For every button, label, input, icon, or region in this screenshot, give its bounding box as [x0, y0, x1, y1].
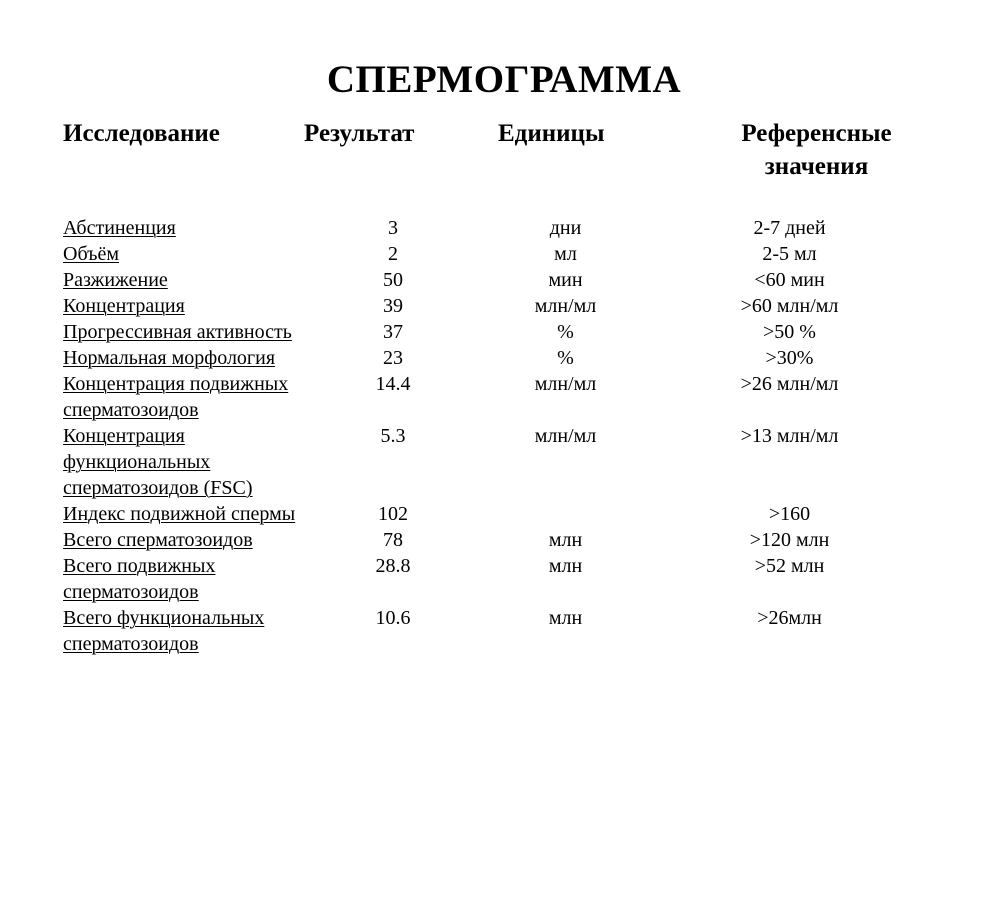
study-label-line1: Индекс подвижной спермы: [63, 503, 296, 525]
cell-study-name: [0, 345, 300, 371]
cell-units: млн: [548, 555, 583, 577]
cell-result-value: 28.8: [375, 555, 411, 577]
study-label: [63, 529, 253, 551]
study-label-line1: Нормальная морфология: [63, 347, 276, 369]
cell-reference-range: >26млн: [757, 607, 822, 629]
cell-study-name: [0, 241, 300, 267]
cell-result-value: 5.3: [380, 425, 406, 447]
cell-reference-range: >160: [768, 503, 811, 525]
study-label: [63, 321, 292, 343]
cell-reference-range: >50 %: [763, 321, 816, 343]
table-row: [0, 183, 1000, 241]
cell-reference-range: >13 млн/мл: [740, 425, 839, 447]
cell-units: %: [557, 347, 574, 369]
cell-study-name: [0, 319, 300, 345]
table-row: [0, 267, 1000, 293]
cell-reference-range: >60 млн/мл: [740, 295, 839, 317]
study-label: [63, 243, 119, 265]
table-row: [0, 605, 1000, 657]
cell-units: млн: [548, 529, 583, 551]
table-row: [0, 241, 1000, 267]
cell-reference-range: 2-5 мл: [762, 243, 817, 265]
study-label: [63, 503, 295, 525]
study-label-line1: Абстиненция: [63, 217, 176, 239]
cell-study-name: [0, 267, 300, 293]
cell-study-name: [0, 371, 300, 423]
study-label-line1: Разжижение: [63, 269, 168, 291]
column-header-result: Результат: [304, 120, 415, 147]
cell-study-name: [0, 423, 300, 501]
page-title: СПЕРМОГРАММА: [326, 58, 682, 102]
study-label: [63, 425, 300, 501]
cell-units: [498, 501, 633, 527]
cell-study-name: [0, 501, 300, 527]
table-row: [0, 293, 1000, 319]
study-label: [63, 269, 168, 291]
column-header-reference-line2: значения: [764, 152, 869, 180]
cell-reference-range: >52 млн: [754, 555, 825, 577]
cell-reference-range: >30%: [765, 347, 814, 369]
cell-units: %: [557, 321, 574, 343]
cell-reference-range: <60 мин: [754, 269, 825, 291]
cell-result-value: 50: [383, 269, 403, 291]
cell-reference-range: 2-7 дней: [753, 217, 826, 239]
study-label-line1: Концентрация функциональных: [63, 425, 211, 473]
study-label: [63, 347, 275, 369]
column-header-reference-line1: Референсные: [741, 120, 892, 147]
table-row: [0, 501, 1000, 527]
cell-units: млн/мл: [534, 425, 597, 447]
study-label-line1: Всего сперматозоидов: [63, 529, 253, 551]
cell-result-value: 14.4: [375, 373, 411, 395]
study-label-line1: Концентрация подвижных: [63, 373, 289, 395]
study-label-line2: сперматозоидов (FSC): [63, 477, 253, 499]
table-header-row: [0, 118, 1000, 183]
table-row: [0, 553, 1000, 605]
cell-units: млн: [548, 607, 583, 629]
study-label-line2: сперматозоидов: [63, 633, 199, 655]
column-header-study: Исследование: [63, 120, 220, 147]
table-body: [0, 183, 1000, 657]
column-header-units: Единицы: [498, 120, 605, 147]
study-label: [63, 217, 176, 239]
column-header-reference: [633, 118, 1000, 183]
study-label: [63, 607, 300, 657]
cell-result-value: 37: [383, 321, 403, 343]
study-label-line1: Всего подвижных: [63, 555, 216, 577]
study-label-line1: Концентрация: [63, 295, 185, 317]
study-label: [63, 295, 185, 317]
table-row: [0, 319, 1000, 345]
cell-result-value: 102: [378, 503, 408, 525]
cell-study-name: [0, 527, 300, 553]
cell-units: мл: [554, 243, 577, 265]
cell-units: млн/мл: [534, 295, 597, 317]
cell-units: млн/мл: [534, 373, 597, 395]
cell-units: дни: [549, 217, 582, 239]
study-label-line1: Объём: [63, 243, 119, 265]
cell-study-name: [0, 293, 300, 319]
cell-result-value: 3: [388, 217, 398, 239]
cell-result-value: 2: [388, 243, 398, 265]
cell-reference-range: >26 млн/мл: [740, 373, 839, 395]
cell-reference-range: >120 млн: [749, 529, 830, 551]
table-row: [0, 371, 1000, 423]
cell-study-name: [0, 605, 300, 657]
table-row: [0, 345, 1000, 371]
cell-result-value: 39: [383, 295, 403, 317]
cell-units: мин: [548, 269, 583, 291]
table-header: [0, 118, 1000, 183]
table-row: [0, 423, 1000, 501]
study-label-line1: Всего функциональных: [63, 607, 265, 629]
cell-result-value: 78: [383, 529, 403, 551]
table-row: [0, 527, 1000, 553]
cell-study-name: [0, 183, 300, 241]
cell-result-value: 10.6: [375, 607, 411, 629]
cell-study-name: [0, 553, 300, 605]
spermogram-results-table: [0, 118, 1000, 657]
study-label-line2: сперматозоидов: [63, 581, 199, 603]
study-label-line2: сперматозоидов: [63, 399, 199, 421]
cell-result-value: 23: [383, 347, 403, 369]
study-label: [63, 373, 300, 423]
study-label-line1: Прогрессивная активность: [63, 321, 292, 343]
study-label: [63, 555, 300, 605]
